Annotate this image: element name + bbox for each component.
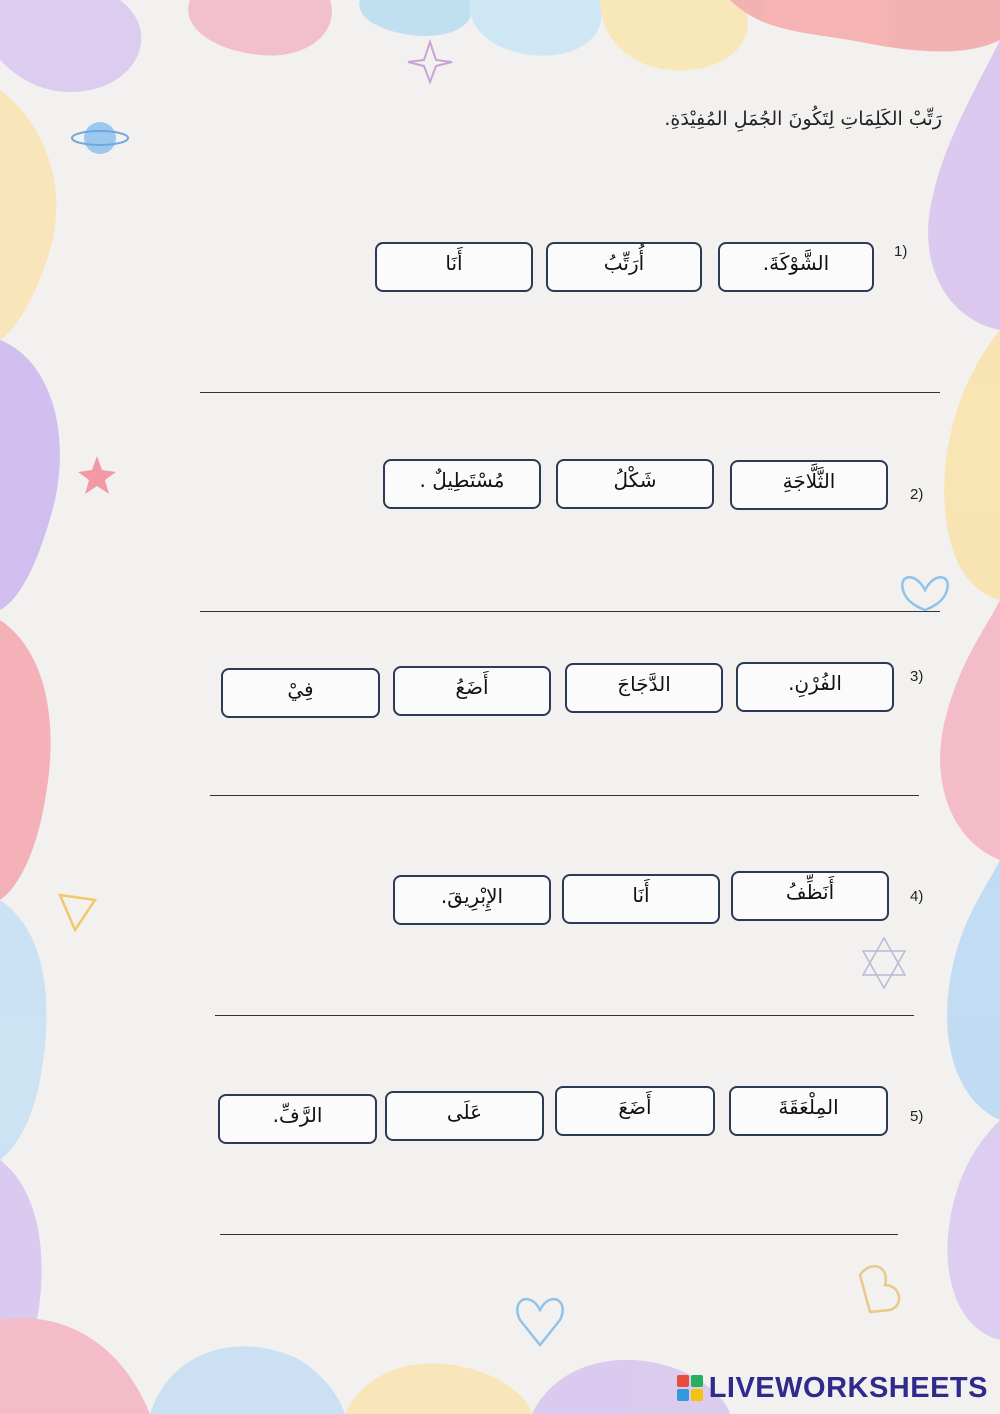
- word-card[interactable]: الرَّفِّ.: [218, 1094, 377, 1144]
- exercise-5-number: 5): [910, 1108, 924, 1125]
- word-card[interactable]: فِيْ: [221, 668, 380, 718]
- word-card[interactable]: أُرَتِّبُ: [546, 242, 702, 292]
- word-card[interactable]: مُسْتَطِيلٌ .: [383, 459, 541, 509]
- word-card[interactable]: شَكْلُ: [556, 459, 714, 509]
- exercise-1-number: 1): [894, 243, 908, 260]
- answer-line[interactable]: [200, 392, 940, 393]
- word-card[interactable]: عَلَى: [385, 1091, 544, 1141]
- exercise-2-number: 2): [910, 486, 924, 503]
- exercise-4-number: 4): [910, 888, 924, 905]
- word-card[interactable]: أَضَعَ: [555, 1086, 715, 1136]
- word-card[interactable]: أَنَا: [375, 242, 533, 292]
- answer-line[interactable]: [210, 795, 919, 796]
- instruction-text: رَتِّبْ الكَلِمَاتِ لِتَكُونَ الجُمَلِ المُفِيْدَةِ.: [664, 108, 942, 130]
- answer-line[interactable]: [200, 611, 940, 612]
- logo-text: LIVEWORKSHEETS: [708, 1371, 988, 1404]
- word-card[interactable]: الفُرْنِ.: [736, 662, 894, 712]
- word-card[interactable]: أَنَظِّفُ: [731, 871, 889, 921]
- liveworksheets-logo[interactable]: [677, 1372, 988, 1404]
- word-card[interactable]: المِلْعَقَةَ: [729, 1086, 888, 1136]
- word-card[interactable]: أَنَا: [562, 874, 720, 924]
- answer-line[interactable]: [215, 1015, 914, 1016]
- exercise-3-number: 3): [910, 668, 924, 685]
- word-card[interactable]: الشَّوْكَةَ.: [718, 242, 874, 292]
- answer-line[interactable]: [220, 1234, 898, 1235]
- word-card[interactable]: الدَّجَاجَ: [565, 663, 723, 713]
- word-card[interactable]: الإِبْرِيقَ.: [393, 875, 551, 925]
- word-card[interactable]: الثَّلَّاجَةِ: [730, 460, 888, 510]
- word-card[interactable]: أَضَعُ: [393, 666, 551, 716]
- logo-mark-icon: [677, 1375, 703, 1401]
